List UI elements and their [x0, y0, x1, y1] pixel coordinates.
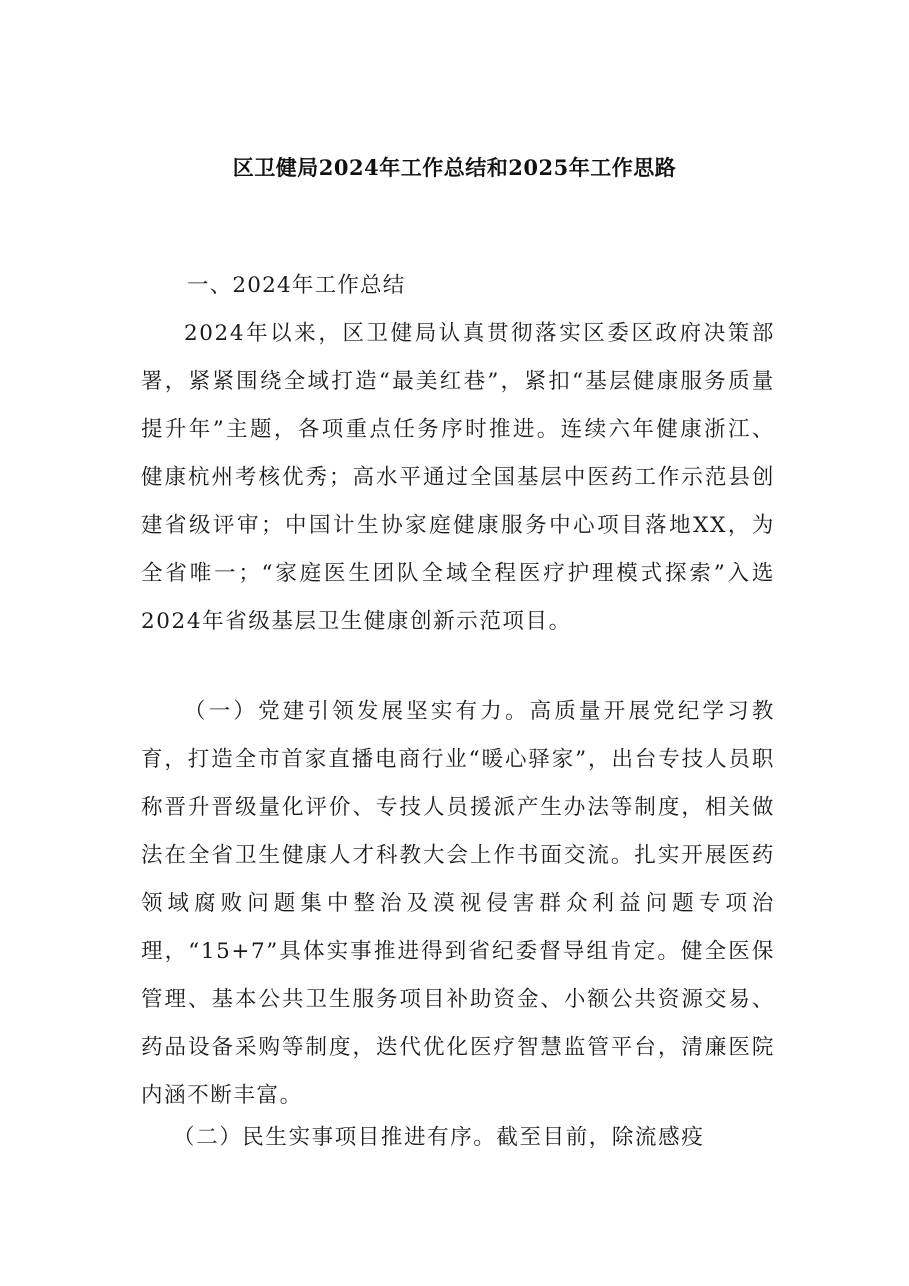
document-title: 区卫健局2024年工作总结和2025年工作思路	[232, 155, 677, 180]
paragraph-livelihood-projects: （二）民生实事项目推进有序。截至目前，除流感疫	[173, 1125, 705, 1150]
paragraph-party-building: （一）党建引领发展坚实有力。高质量开展党纪学习教育，打造全市首家直播电商行业“暖心驿家”，出台专技人员职称晋升晋级量化评价、专技人员援派产生办法等制度，相关做法在全省卫生健康人才科教大会上作书面交流。扎实开展医药领域腐败问题集中整治及漠视侵害群众利益问题专项治理，“15+7”具体实事推进得到省纪委督导组肯定。健全医保管理、基本公共卫生服务项目补助资金、小额公共资源交易、药品设备采购等制度，迭代优化医疗智慧监管平台，清廉医院内涵不断丰富。	[141, 699, 775, 1108]
section-heading: 一、2024年工作总结	[187, 273, 406, 298]
paragraph-intro: 2024年以来，区卫健局认真贯彻落实区委区政府决策部署，紧紧围绕全域打造“最美红巷”，紧扣“基层健康服务质量提升年”主题，各项重点任务序时推进。连续六年健康浙江、健康杭州考核优秀；高水平通过全国基层中医药工作示范县创建省级评审；中国计生协家庭健康服务中心项目落地XX，为全省唯一；“家庭医生团队全域全程医疗护理模式探索”入选2024年省级基层卫生健康创新示范项目。	[141, 321, 775, 634]
